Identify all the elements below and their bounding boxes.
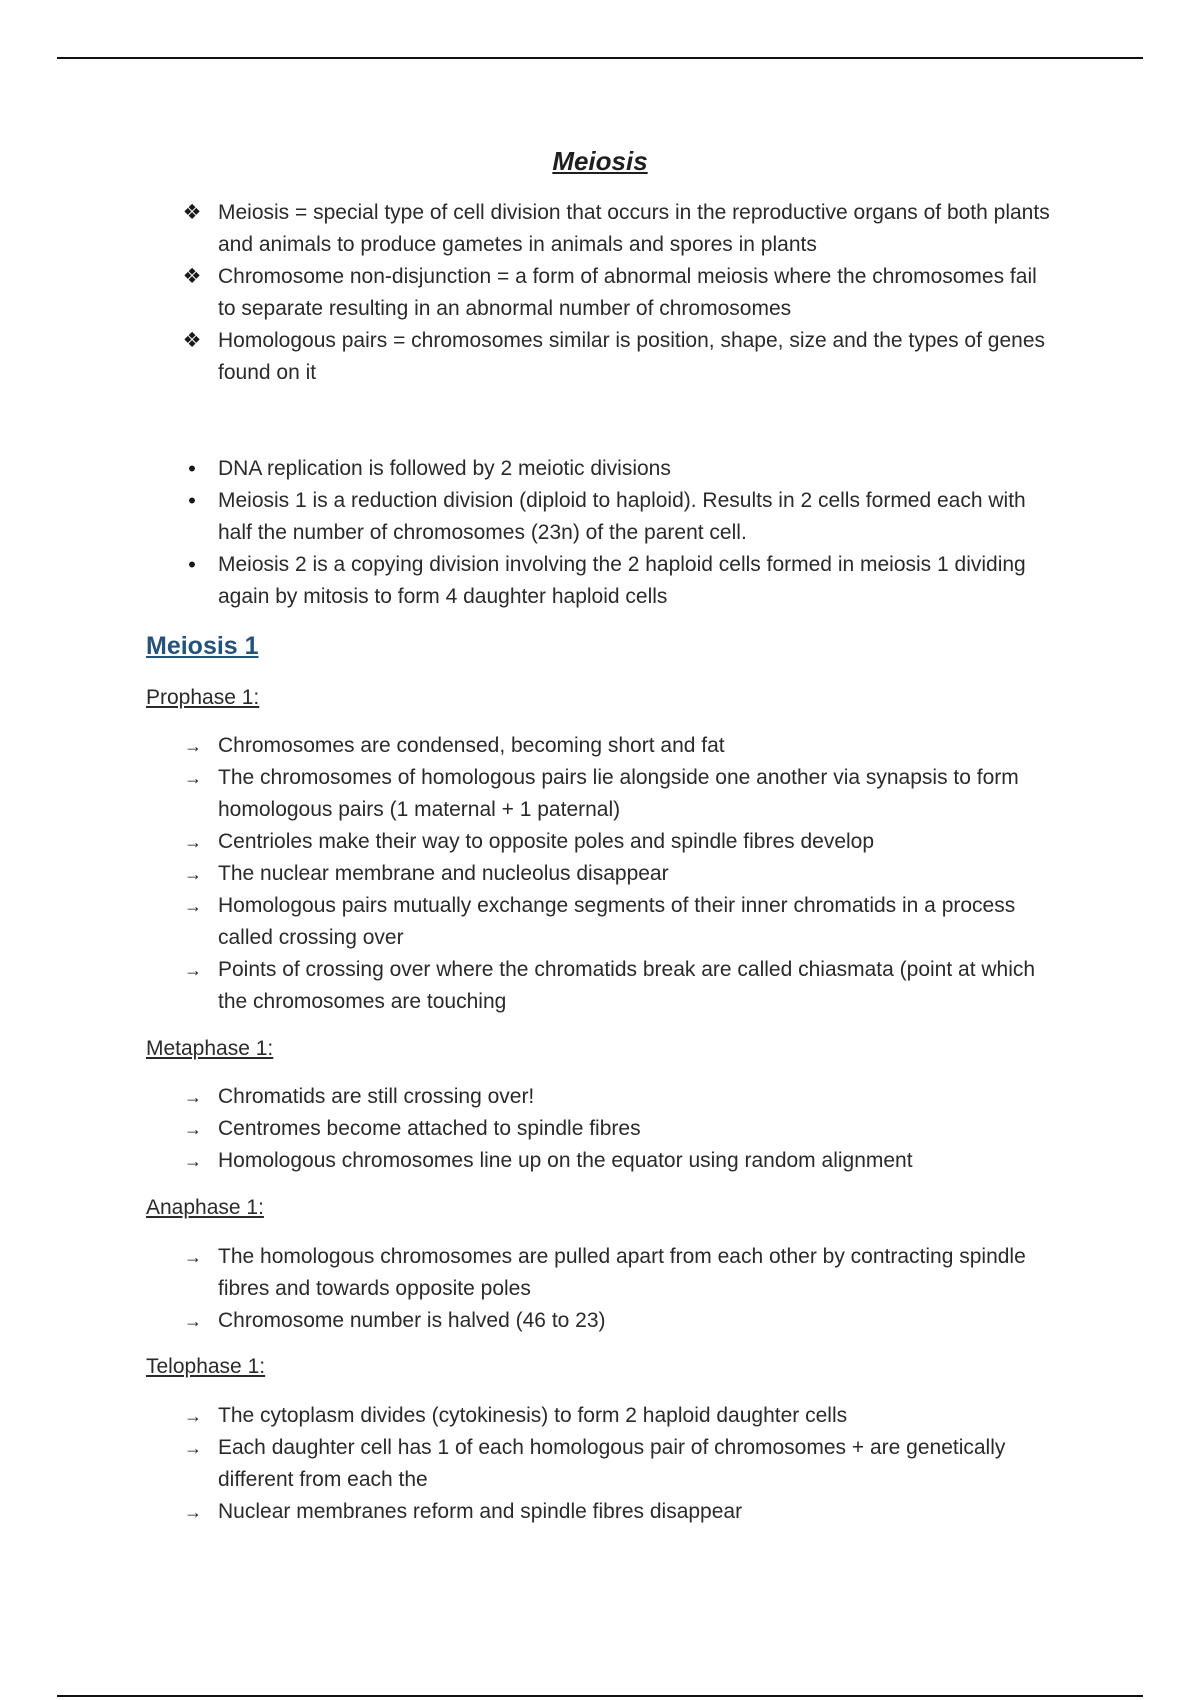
- anaphase-list: [0, 1241, 1200, 1337]
- list-item: [0, 1241, 1058, 1305]
- telophase-heading: Telophase 1:: [146, 1355, 266, 1378]
- list-item: [0, 890, 1058, 954]
- step-text: Nuclear membranes reform and spindle fibres disappear: [218, 1500, 743, 1523]
- step-text: Chromosomes are condensed, becoming short and fat: [218, 734, 725, 757]
- definition-text: Meiosis = special type of cell division that occurs in the reproductive organs of both plants and animals to produce gametes in animals and spores in plants: [218, 201, 1050, 256]
- list-item: [0, 1400, 1058, 1432]
- overview-text: DNA replication is followed by 2 meiotic divisions: [218, 457, 671, 480]
- header-rule: [57, 57, 1143, 59]
- definition-text: Chromosome non-disjunction = a form of abnormal meiosis where the chromosomes fail to separate resulting in an abnormal number of chromosomes: [218, 265, 1037, 320]
- arrow-right-icon: →: [184, 1311, 202, 1331]
- list-item: [0, 485, 1058, 549]
- arrow-right-icon: →: [184, 768, 202, 788]
- arrow-right-icon: →: [184, 960, 202, 980]
- step-text: Chromosome number is halved (46 to 23): [218, 1309, 606, 1332]
- step-text: The homologous chromosomes are pulled apart from each other by contracting spindle fibres and towards opposite poles: [218, 1245, 1026, 1300]
- arrow-right-icon: →: [184, 1119, 202, 1139]
- step-text: The cytoplasm divides (cytokinesis) to form 2 haploid daughter cells: [218, 1404, 848, 1427]
- list-item: [0, 549, 1058, 613]
- arrow-right-icon: →: [184, 864, 202, 884]
- overview-text: Meiosis 2 is a copying division involving the 2 haploid cells formed in meiosis 1 dividing again by mitosis to form 4 daughter haploid cells: [218, 553, 1026, 608]
- list-item: [0, 858, 1058, 890]
- step-text: Each daughter cell has 1 of each homologous pair of chromosomes + are genetically different from each the: [218, 1436, 1006, 1491]
- list-item: [0, 730, 1058, 762]
- prophase-list: [0, 730, 1200, 1018]
- arrow-right-icon: →: [184, 1151, 202, 1171]
- step-text: The nuclear membrane and nucleolus disappear: [218, 862, 669, 885]
- diamond-bullet-icon: ❖: [182, 201, 202, 224]
- definition-text: Homologous pairs = chromosomes similar is position, shape, size and the types of genes found on it: [218, 329, 1045, 384]
- step-text: Centromes become attached to spindle fibres: [218, 1117, 641, 1140]
- list-item: [0, 826, 1058, 858]
- list-item: [0, 1081, 1058, 1113]
- step-text: Chromatids are still crossing over!: [218, 1085, 535, 1108]
- diamond-bullet-icon: ❖: [182, 329, 202, 352]
- list-item: [0, 197, 1058, 261]
- arrow-right-icon: →: [184, 832, 202, 852]
- dot-bullet-icon: •: [188, 488, 196, 513]
- list-item: [0, 762, 1058, 826]
- telophase-list: [0, 1400, 1200, 1528]
- list-item: [0, 1305, 1058, 1337]
- arrow-right-icon: →: [184, 1502, 202, 1522]
- dot-bullet-icon: •: [188, 456, 196, 481]
- page-title: Meiosis: [552, 146, 648, 176]
- arrow-right-icon: →: [184, 1438, 202, 1458]
- overview-list: [0, 453, 1200, 613]
- list-item: [0, 1113, 1058, 1145]
- step-text: The chromosomes of homologous pairs lie alongside one another via synapsis to form homologous pairs (1 maternal + 1 paternal): [218, 766, 1019, 821]
- anaphase-heading: Anaphase 1:: [146, 1196, 264, 1219]
- list-item: [0, 954, 1058, 1018]
- list-item: [0, 325, 1058, 389]
- step-text: Homologous pairs mutually exchange segments of their inner chromatids in a process called crossing over: [218, 894, 1016, 949]
- arrow-right-icon: →: [184, 896, 202, 916]
- step-text: Points of crossing over where the chromatids break are called chiasmata (point at which the chromosomes are touching: [218, 958, 1036, 1013]
- arrow-right-icon: →: [184, 1406, 202, 1426]
- list-item: [0, 1145, 1058, 1177]
- list-item: [0, 261, 1058, 325]
- list-item: [0, 1496, 1058, 1528]
- step-text: Centrioles make their way to opposite poles and spindle fibres develop: [218, 830, 875, 853]
- arrow-right-icon: →: [184, 736, 202, 756]
- metaphase-heading: Metaphase 1:: [146, 1037, 274, 1060]
- metaphase-list: [0, 1081, 1200, 1177]
- section-heading-meiosis-1: Meiosis 1: [146, 632, 259, 660]
- definitions-list: [0, 197, 1200, 389]
- arrow-right-icon: →: [184, 1247, 202, 1267]
- diamond-bullet-icon: ❖: [182, 265, 202, 288]
- footer-rule: [57, 1695, 1143, 1697]
- arrow-right-icon: →: [184, 1087, 202, 1107]
- overview-text: Meiosis 1 is a reduction division (diploid to haploid). Results in 2 cells formed each with half the number of chromosomes (23n) of the parent cell.: [218, 489, 1026, 544]
- dot-bullet-icon: •: [188, 552, 196, 577]
- list-item: [0, 1432, 1058, 1496]
- step-text: Homologous chromosomes line up on the equator using random alignment: [218, 1149, 913, 1172]
- list-item: [0, 453, 1058, 485]
- prophase-heading: Prophase 1:: [146, 686, 260, 709]
